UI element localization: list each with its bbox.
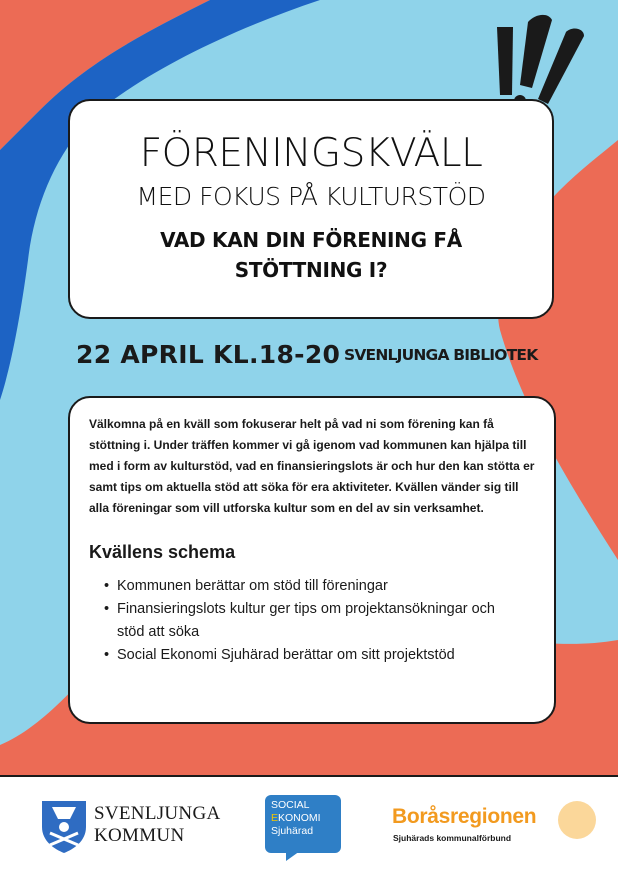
speech-bubble-tail	[286, 851, 300, 861]
svenljunga-line2: KOMMUN	[94, 825, 185, 846]
event-date: 22 APRIL KL.18-20	[76, 340, 341, 369]
event-title: FÖRENINGSKVÄLL	[139, 131, 483, 176]
title-card	[68, 99, 554, 319]
schedule-list	[89, 575, 538, 667]
footer-logos	[0, 775, 618, 872]
schedule-heading: Kvällens schema	[89, 542, 236, 562]
borasregionen-tagline: Sjuhärads kommunalförbund	[393, 833, 512, 843]
se-line3: Sjuhärad	[271, 825, 314, 837]
borasregionen-name: Boråsregionen	[392, 805, 537, 828]
svenljunga-logo	[40, 797, 220, 857]
svenljunga-wordmark	[94, 803, 221, 847]
se-initial: E	[271, 812, 279, 824]
intro-text: Välkomna på en kväll som fokuserar helt på vad ni som förening kan få stöttning i. Under träffen kommer vi gå igenom vad kommunen kan hjälpa till med i form av kulturstöd, vad en finansieringslots är och hur den kan stötta er samt tips om aktuella stöd att söka för era aktiviteter. Kvällen vänder sig till alla föreningar som vill utforska kultur som en del av sin verksamhet.	[89, 417, 535, 515]
schedule-item: • Social Ekonomi Sjuhärad berättar om sitt projektstöd	[89, 644, 517, 667]
se-line2	[271, 812, 341, 825]
schedule-item: • Kommunen berättar om stöd till föreningar	[89, 575, 517, 598]
social-ekonomi-logo	[265, 795, 341, 853]
sun-circle-icon	[558, 801, 596, 839]
info-card	[68, 396, 556, 724]
coat-of-arms-icon	[40, 797, 88, 855]
borasregionen-logo	[392, 799, 602, 859]
event-venue: SVENLJUNGA BIBLIOTEK	[344, 346, 538, 364]
se-line2-rest: KONOMI	[278, 812, 321, 824]
event-subtitle: MED FOKUS PÅ KULTURSTÖD	[136, 182, 486, 211]
se-line1: SOCIAL	[271, 799, 310, 811]
svenljunga-line1: SVENLJUNGA	[94, 803, 221, 824]
schedule-item: • Finansieringslots kultur ger tips om projektansökningar och stöd att söka	[89, 598, 517, 644]
event-question: VAD KAN DIN FÖRENING FÅ STÖTTNING I?	[160, 228, 462, 282]
